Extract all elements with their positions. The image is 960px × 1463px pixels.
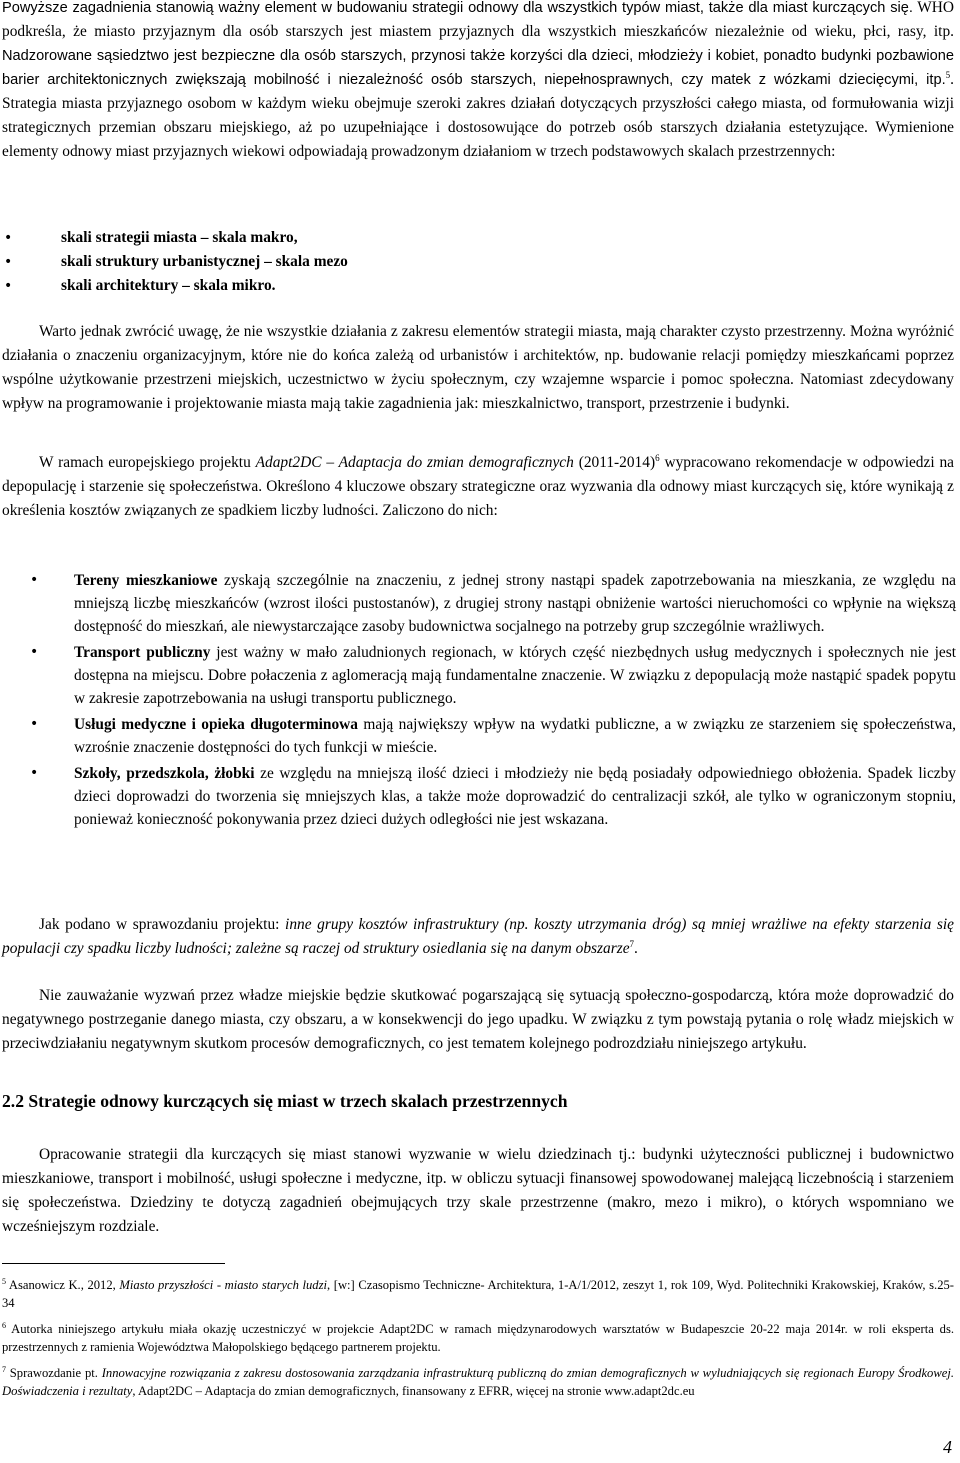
list-item — [0, 713, 956, 759]
spatial-scales-list — [0, 226, 960, 298]
text-run: . — [634, 940, 638, 957]
text-run: Jak podano w sprawozdaniu projektu: — [39, 916, 286, 933]
intro-sentence-2: WHO podkreśla, że miasto przyjaznym dla osób starszych jest miastem przyjaznych dla wszystkich mieszkańców niezależnie od wieku, płci, rasy, itp. — [2, 0, 954, 40]
footnote-5 — [2, 1276, 954, 1312]
list-item — [0, 274, 960, 298]
area-description: zyskają szczególnie na znaczeniu, z jednej strony nastąpi spadek zapotrzebowania na mieszkania, ze względu na mniejszą liczbę mieszkańców (wzrost ilości pustostanów), z drugiej strony nastąpi obniżenie wartości nieruchomości co wpłynie na większą dostępność do mieszkań, ale niewystarczające zasoby budownictwa socjalnego na potrzeby grup szczególnie wrażliwych. — [74, 572, 957, 635]
text-run: , Adapt2DC – Adaptacja do zmian demograficznych, finansowany z EFRR, więcej na stronie www.adapt2dc.eu — [132, 1384, 695, 1398]
project-name: Adapt2DC – Adaptacja do zmian demograficznych — [255, 454, 574, 471]
scale-item-text: skali architektury – skala mikro. — [61, 277, 276, 294]
footnote-6 — [2, 1320, 954, 1356]
strategic-areas-list — [0, 569, 956, 834]
area-description: jest ważny w mało zaludnionych regionach, w których część niezbędnych usług medycznych i społecznych nie jest dostępna na miejscu. Dobre połaczenia z aglomeracją mają fundamentalne znaczenie. W związku z depopulacją może nastąpić spadek popytu w zakresie zapotrzebowania na usługi transportu publicznego. — [74, 644, 956, 707]
bullet-icon: • — [30, 572, 39, 588]
list-item — [0, 641, 956, 710]
footnote-7 — [2, 1364, 954, 1400]
area-name: Transport publiczny — [74, 644, 211, 661]
text-run: W ramach europejskiego projektu — [39, 454, 256, 471]
footnote-number: 5 — [2, 1276, 6, 1286]
list-item — [0, 226, 960, 250]
intro-sentence-4: . Strategia miasta przyjaznego osobom w każdym wieku obejmuje szeroki zakres działań dotyczących przyszłości całego miasta, od formułowania wizji strategicznych przemian obszaru miejskiego, aż po uzupełniające i dostosowujące do potrzeb osób starszych działania estetyzujące. Wymienione elementy odnowy miast przyjaznych wiekowi odpowiadają prowadzonym działaniom w trzech podstawowych skalach przestrzennych: — [2, 71, 954, 160]
text-run: Asanowicz K., 2012, — [6, 1278, 120, 1292]
area-name: Usługi medyczne i opieka długoterminowa — [74, 716, 358, 733]
text-run: , [w:] Czasopismo Techniczne- Architektura, 1-A/1/2012, zeszyt 1, rok 109, Wyd. Politechniki Krakowskiej, Kraków, s.25-34 — [2, 1278, 954, 1310]
cited-title: Miasto przyszłości - miasto starych ludzi — [119, 1278, 327, 1292]
text-run: (2011-2014) — [573, 454, 656, 471]
list-item — [0, 250, 960, 274]
footnote-number: 6 — [2, 1320, 6, 1330]
bullet-icon: • — [30, 765, 39, 781]
scale-item-text: skali strategii miasta – skala makro, — [61, 229, 298, 246]
cited-title: Innowacyjne rozwiązania z zakresu dostosowania zarządzania infrastrukturą publiczną do zmian demograficznych w wyludniających się regionach Europy Środkowej. Doświadczenia i rezultaty — [2, 1366, 954, 1398]
list-item — [0, 762, 956, 831]
footnote-ref-7: 7 — [629, 938, 635, 949]
report-quote: inne grupy kosztów infrastruktury (np. koszty utrzymania dróg) są mniej wrażliwe na efekty starzenia się populacji czy spadku liczby ludności; zależne są raczej od struktury osiedlania się na danym obszarze — [2, 916, 954, 957]
scale-item-text: skali struktury urbanistycznej – skala mezo — [61, 253, 348, 270]
intro-sentence-3: Nadzorowane sąsiedztwo jest bezpieczne dla osób starszych, przynosi także korzyści dla dzieci, młodzieży i kobiet, ponadto budynki pozbawione barier architektonicznych zwiększają mobilność i niezależność osób starszych, niepełnosprawnych, czy matek z wózkami dziecięcymi, itp. — [2, 48, 954, 88]
bullet-icon: • — [4, 254, 13, 270]
paragraph-report — [2, 913, 954, 961]
area-name: Tereny mieszkaniowe — [74, 572, 218, 589]
paragraph-organizational: Warto jednak zwrócić uwagę, że nie wszystkie działania z zakresu elementów strategii miasta, mają charakter czysto przestrzenny. Można wyróżnić działania o znaczeniu organizacyjnym, które nie do końca zależą od urbanistów i architektów, np. budowanie relacji pomiędzy mieszkańcami poprzez wspólne użytkowanie przestrzeni miejskich, uczestnictwo w życiu społecznym, czy wzajemne wsparcie i pomoc społeczna. Natomiast zdecydowany wpływ na programowanie i projektowanie miasta mają takie zagadnienia jak: mieszkalnictwo, transport, przestrzenie i budynki. — [2, 323, 954, 412]
page-number: 4 — [943, 1437, 952, 1457]
list-item — [0, 569, 956, 638]
text-run: Autorka niniejszego artykułu miała okazję uczestniczyć w projekcie Adapt2DC w ramach międzynarodowych warsztatów w Budapeszcie 20-22 maja 2014r. w roli eksperta ds. przestrzennych z ramienia Województwa Małopolskiego będącego partnerem projektu. — [2, 1322, 954, 1354]
area-description: mają największy wpływ na wydatki publiczne, a w związku ze starzeniem się społeczeństwa, wzrośnie znaczenie dostępności do tych funkcji w mieście. — [74, 716, 956, 756]
area-description: ze względu na mniejszą ilość dzieci i młodzieży nie będą posiadały odpowiedniego obłożenia. Spadek liczby dzieci doprowadzi do tworzenia się mniejszych klas, a także może doprowadzić do centralizacji szkół, ale tylko w ograniczonym stopniu, ponieważ konieczność pokonywania przez dzieci dużych odległości nie jest wskazana. — [74, 765, 957, 828]
footnote-number: 7 — [2, 1364, 6, 1374]
text-run: Sprawozdanie pt. — [6, 1366, 102, 1380]
bullet-icon: • — [4, 278, 13, 294]
section-heading: 2.2 Strategie odnowy kurczących się miast w trzech skalach przestrzennych — [2, 1091, 568, 1111]
intro-sentence-1: Powyższe zagadnienia stanowią ważny element w budowaniu strategii odnowy dla wszystkich typów miast, także dla miast kurczących się. — [2, 0, 913, 16]
intro-paragraph — [2, 0, 954, 164]
bullet-icon: • — [30, 644, 39, 660]
paragraph-strategies: Opracowanie strategii dla kurczących się miast stanowi wyzwanie w wielu dziedzinach tj.: budynki użyteczności publicznej i budownictwo mieszkaniowe, transport i mobilność, usługi społeczne i medyczne, itp. w obliczu sytuacji finansowej spowodowanej malejącą liczebnością i starzeniem się społeczeństwa. Dziedziny te dotyczą zagadnień obejmujących trzy skale przestrzenne (makro, mezo i mikro), o których wspomniano we wcześniejszym rozdziale. — [2, 1146, 954, 1235]
area-name: Szkoły, przedszkola, żłobki — [74, 765, 255, 782]
paragraph-adapt2dc — [2, 451, 954, 523]
text-run: wypracowano rekomendacje w odpowiedzi na depopulację i starzenie się społeczeństwa. Określono 4 kluczowe obszary strategiczne oraz wyzwania dla odnowy miast kurczących się, które wynikają z określenia kosztów związanych ze spadkiem liczby ludności. Zaliczono do nich: — [2, 454, 955, 519]
paragraph-challenges: Nie zauważanie wyzwań przez władze miejskie będzie skutkować pogarszającą się sytuacją społeczno-gospodarczą, która może doprowadzić do negatywnego postrzeganie danego miasta, czy obszaru, a w konsekwencji do jego upadku. W związku z tym powstają pytania o rolę władz miejskich w przeciwdziałaniu negatywnym skutkom procesów demograficznych, co jest tematem kolejnego podrozdziału niniejszego artykułu. — [2, 987, 954, 1052]
footnote-ref-6: 6 — [655, 452, 660, 463]
bullet-icon: • — [4, 230, 13, 246]
footnote-ref-5: 5 — [945, 69, 951, 80]
footnote-separator — [2, 1263, 225, 1264]
bullet-icon: • — [30, 716, 39, 732]
